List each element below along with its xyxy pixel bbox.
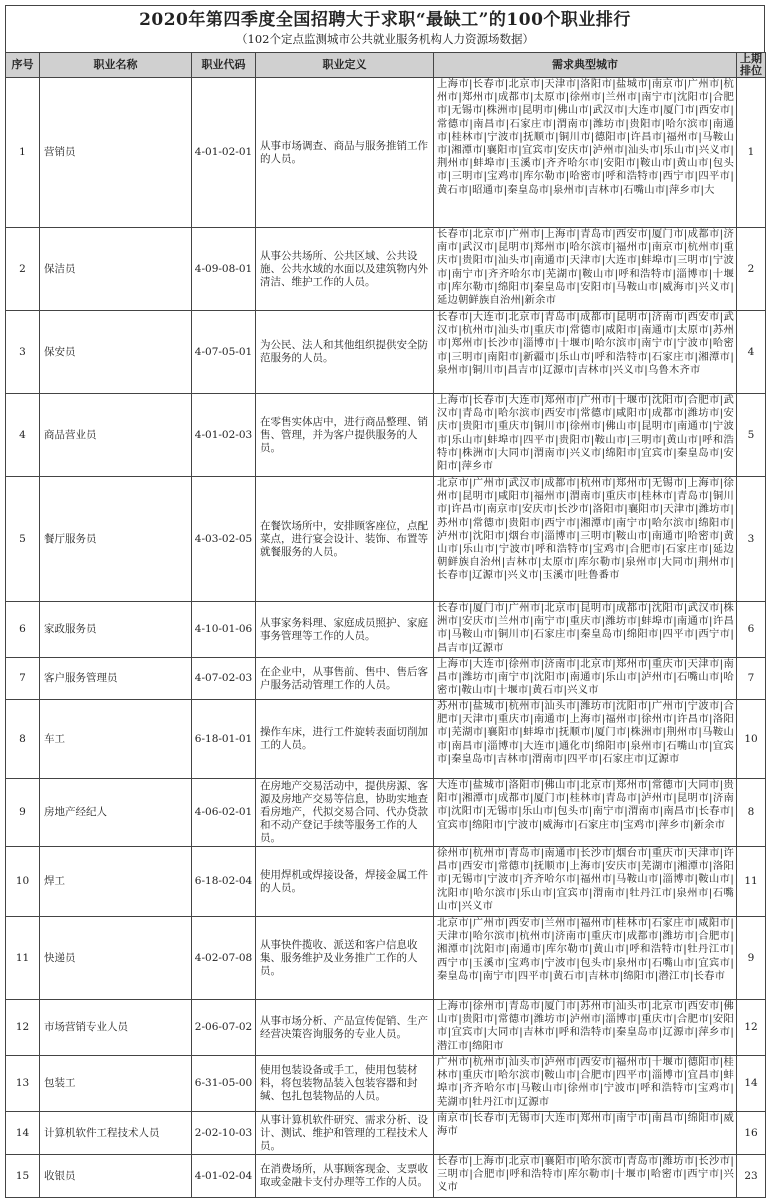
- row-index: 7: [6, 658, 40, 700]
- col-header-prev-rank: 上期排位: [737, 53, 766, 78]
- occupation-name: 计算机软件工程技术人员: [40, 1112, 192, 1155]
- row-index: 15: [6, 1155, 40, 1198]
- previous-rank: 9: [737, 917, 766, 1000]
- occupation-name: 车工: [40, 700, 192, 779]
- typical-cities: 徐州市|杭州市|青岛市|南通市|长沙市|烟台市|重庆市|天津市|许昌市|西安市|常德市|抚顺市|上海市|安庆市|芜湖市|湘潭市|洛阳市|无锡市|宁波市|齐齐哈尔市|福州市|马鞍山市|淄博市|鞍山市|沈阳市|哈尔滨市|乐山市|宜宾市|渭南市|牡丹江市|泉州市|石嘴山市|兴义市: [434, 847, 737, 917]
- occupation-code: 2-06-07-02: [192, 1000, 256, 1056]
- typical-cities: 长春市|大连市|北京市|青岛市|成都市|昆明市|济南市|西安市|武汉市|杭州市|汕头市|重庆市|常德市|咸阳市|南通市|太原市|苏州市|郑州市|长沙市|淄博市|十堰市|哈尔滨市|南宁市|宁波市|哈密市|三明市|南阳市|新疆市|乐山市|呼和浩特市|石家庄市|湘潭市|泉州市|铜川市|昌吉市|辽源市|吉林市|兴义市|乌鲁木齐市: [434, 311, 737, 394]
- typical-cities: 长春市|厦门市|广州市|北京市|昆明市|成都市|沈阳市|武汉市|株洲市|安庆市|兰州市|南宁市|重庆市|潍坊市|蚌埠市|南通市|许昌市|马鞍山市|铜川市|石家庄市|秦皇岛市|绵阳市|四平市|西宁市|昌吉市|辽源市: [434, 602, 737, 658]
- table-row: [6, 658, 766, 700]
- occupation-name: 营销员: [40, 78, 192, 228]
- occupation-definition: 从事市场分析、产品宣传促销、生产经营决策咨询服务的专业人员。: [256, 1000, 434, 1056]
- row-index: 5: [6, 477, 40, 602]
- table-row: [6, 917, 766, 1000]
- table-header-block: [5, 5, 765, 52]
- previous-rank: 8: [737, 779, 766, 847]
- previous-rank: 6: [737, 602, 766, 658]
- occupation-name: 餐厅服务员: [40, 477, 192, 602]
- previous-rank: 4: [737, 311, 766, 394]
- previous-rank: 1: [737, 78, 766, 228]
- typical-cities: 大连市|盐城市|洛阳市|佛山市|北京市|郑州市|常德市|大同市|贵阳市|湘潭市|成都市|厦门市|桂林市|青岛市|泸州市|昆明市|济南市|沈阳市|无锡市|乐山市|包头市|南宁市|渭南市|南昌市|长春市|宜宾市|绵阳市|宁波市|威海市|石家庄市|宝鸡市|萍乡市|新余市: [434, 779, 737, 847]
- occupation-definition: 在餐饮场所中，安排顾客座位，点配菜点，进行宴会设计、装饰、布置等就餐服务的人员。: [256, 477, 434, 602]
- previous-rank: 16: [737, 1112, 766, 1155]
- column-header-row: [6, 53, 766, 78]
- table-row: [6, 228, 766, 311]
- occupation-code: 4-03-02-05: [192, 477, 256, 602]
- table-row: [6, 847, 766, 917]
- occupation-code: 4-02-07-08: [192, 917, 256, 1000]
- typical-cities: 南京市|长春市|无锡市|大连市|郑州市|南宁市|南昌市|绵阳市|威海市: [434, 1112, 737, 1155]
- occupation-name: 商品营业员: [40, 394, 192, 477]
- row-index: 6: [6, 602, 40, 658]
- row-index: 13: [6, 1056, 40, 1112]
- occupation-code: 6-18-02-04: [192, 847, 256, 917]
- previous-rank: 12: [737, 1000, 766, 1056]
- occupation-definition: 从事计算机软件研究、需求分析、设计、测试、维护和管理的工程技术人员。: [256, 1112, 434, 1155]
- occupation-name: 保安员: [40, 311, 192, 394]
- row-index: 4: [6, 394, 40, 477]
- typical-cities: 北京市|广州市|西安市|兰州市|福州市|桂林市|石家庄市|咸阳市|天津市|哈尔滨市|杭州市|济南市|重庆市|成都市|潍坊市|合肥市|湘潭市|沈阳市|南通市|库尔勒市|黄山市|呼和浩特市|牡丹江市|西宁市|玉溪市|宝鸡市|宁波市|包头市|泉州市|石嘴山市|宜宾市|秦皇岛市|南宁市|四平市|黄石市|吉林市|绵阳市|潜江市|长春市: [434, 917, 737, 1000]
- table-row: [6, 78, 766, 228]
- col-header-cities: 需求典型城市: [434, 53, 737, 78]
- occupation-definition: 为公民、法人和其他组织提供安全防范服务的人员。: [256, 311, 434, 394]
- occupation-definition: 从事公共场所、公共区域、公共设施、公共水域的水面以及建筑物内外清洁、维护工作的人员。: [256, 228, 434, 311]
- occupation-definition: 从事快件揽收、派送和客户信息收集、服务维护及业务推广工作的人员。: [256, 917, 434, 1000]
- row-index: 11: [6, 917, 40, 1000]
- table-row: [6, 477, 766, 602]
- occupation-ranking-table: [5, 52, 766, 1198]
- occupation-definition: 从事家务料理、家庭成员照护、家庭事务管理等工作的人员。: [256, 602, 434, 658]
- row-index: 1: [6, 78, 40, 228]
- occupation-code: 2-02-10-03: [192, 1112, 256, 1155]
- occupation-definition: 从事市场调查、商品与服务推销工作的人员。: [256, 78, 434, 228]
- previous-rank: 23: [737, 1155, 766, 1198]
- typical-cities: 上海市|长春市|北京市|天津市|洛阳市|盐城市|南京市|广州市|杭州市|郑州市|成都市|太原市|徐州市|兰州市|南宁市|沈阳市|合肥市|无锡市|株洲市|昆明市|佛山市|武汉市|大连市|厦门市|西安市|常德市|南昌市|石家庄市|渭南市|潍坊市|贵阳市|哈尔滨市|南通市|桂林市|宁波市|抚顺市|铜川市|德阳市|许昌市|福州市|马鞍山市|湘潭市|襄阳市|宜宾市|安庆市|泸州市|汕头市|乐山市|兴义市|荆州市|蚌埠市|玉溪市|齐齐哈尔市|安阳市|鞍山市|黄山市|包头市|三明市|宝鸡市|库尔勒市|哈密市|呼和浩特市|西宁市|四平市|黄石市|昭通市|秦皇岛市|泉州市|吉林市|石嘴山市|萍乡市|大: [434, 78, 737, 228]
- occupation-code: 6-18-01-01: [192, 700, 256, 779]
- occupation-name: 房地产经纪人: [40, 779, 192, 847]
- occupation-code: 4-07-02-03: [192, 658, 256, 700]
- page-title: 2020年第四季度全国招聘大于求职“最缺工”的100个职业排行: [139, 10, 631, 30]
- occupation-code: 4-10-01-06: [192, 602, 256, 658]
- previous-rank: 5: [737, 394, 766, 477]
- table-row: [6, 1155, 766, 1198]
- previous-rank: 3: [737, 477, 766, 602]
- occupation-name: 保洁员: [40, 228, 192, 311]
- occupation-definition: 使用焊机或焊接设备，焊接金属工件的人员。: [256, 847, 434, 917]
- row-index: 14: [6, 1112, 40, 1155]
- occupation-code: 4-06-02-01: [192, 779, 256, 847]
- row-index: 2: [6, 228, 40, 311]
- table-row: [6, 394, 766, 477]
- col-header-code: 职业代码: [192, 53, 256, 78]
- table-row: [6, 700, 766, 779]
- occupation-name: 包装工: [40, 1056, 192, 1112]
- col-header-name: 职业名称: [40, 53, 192, 78]
- col-header-definition: 职业定义: [256, 53, 434, 78]
- table-row: [6, 602, 766, 658]
- row-index: 3: [6, 311, 40, 394]
- previous-rank: 14: [737, 1056, 766, 1112]
- occupation-name: 市场营销专业人员: [40, 1000, 192, 1056]
- table-row: [6, 779, 766, 847]
- typical-cities: 长春市|上海市|北京市|襄阳市|哈尔滨市|青岛市|潍坊市|长沙市|三明市|合肥市|呼和浩特市|库尔勒市|十堰市|哈密市|西宁市|兴义市: [434, 1155, 737, 1198]
- occupation-name: 快递员: [40, 917, 192, 1000]
- ranking-page: [5, 5, 765, 1198]
- occupation-definition: 在企业中，从事售前、售中、售后客户服务活动管理工作的人员。: [256, 658, 434, 700]
- occupation-code: 4-01-02-04: [192, 1155, 256, 1198]
- occupation-definition: 在消费场所，从事顾客现金、支票收取或金融卡支付办理等工作的人员。: [256, 1155, 434, 1198]
- previous-rank: 2: [737, 228, 766, 311]
- previous-rank: 7: [737, 658, 766, 700]
- table-row: [6, 1112, 766, 1155]
- row-index: 10: [6, 847, 40, 917]
- typical-cities: 上海市|徐州市|青岛市|厦门市|苏州市|汕头市|北京市|西安市|佛山市|贵阳市|常德市|潍坊市|泸州市|淄博市|重庆市|合肥市|安阳市|宜宾市|大同市|吉林市|呼和浩特市|秦皇岛市|辽源市|萍乡市|潜江市|绵阳市: [434, 1000, 737, 1056]
- occupation-definition: 操作车床，进行工件旋转表面切削加工的人员。: [256, 700, 434, 779]
- occupation-name: 家政服务员: [40, 602, 192, 658]
- typical-cities: 广州市|杭州市|汕头市|泸州市|西安市|福州市|十堰市|德阳市|桂林市|重庆市|哈尔滨市|鞍山市|合肥市|四平市|淄博市|宜昌市|蚌埠市|齐齐哈尔市|马鞍山市|徐州市|宁波市|呼和浩特市|宝鸡市|芜湖市|牡丹江市|辽源市: [434, 1056, 737, 1112]
- typical-cities: 长春市|北京市|广州市|上海市|青岛市|西安市|厦门市|成都市|济南市|武汉市|昆明市|郑州市|哈尔滨市|福州市|南京市|杭州市|重庆市|贵阳市|汕头市|南通市|天津市|大连市|蚌埠市|三明市|宁波市|南宁市|齐齐哈尔市|芜湖市|鞍山市|呼和浩特市|淄博市|十堰市|库尔勒市|绵阳市|秦皇岛市|安阳市|马鞍山市|威海市|兴义市|延边朝鲜族自治州|新余市: [434, 228, 737, 311]
- occupation-name: 客户服务管理员: [40, 658, 192, 700]
- row-index: 9: [6, 779, 40, 847]
- occupation-code: 4-09-08-01: [192, 228, 256, 311]
- table-body: [6, 78, 766, 1198]
- occupation-name: 焊工: [40, 847, 192, 917]
- occupation-definition: 在零售实体店中，进行商品整理、销售、管理，并为客户提供服务的人员。: [256, 394, 434, 477]
- occupation-definition: 使用包装设备或手工，使用包装材料，将包装物品装入包装容器和封缄、包扎包装物品的人员。: [256, 1056, 434, 1112]
- occupation-code: 4-07-05-01: [192, 311, 256, 394]
- previous-rank: 11: [737, 847, 766, 917]
- occupation-code: 6-31-05-00: [192, 1056, 256, 1112]
- row-index: 12: [6, 1000, 40, 1056]
- occupation-code: 4-01-02-01: [192, 78, 256, 228]
- typical-cities: 上海市|大连市|徐州市|济南市|北京市|郑州市|重庆市|天津市|南昌市|潍坊市|南宁市|沈阳市|南通市|乐山市|泸州市|石嘴山市|哈密市|鞍山市|十堰市|黄石市|兴义市: [434, 658, 737, 700]
- occupation-code: 4-01-02-03: [192, 394, 256, 477]
- table-row: [6, 311, 766, 394]
- col-header-index: 序号: [6, 53, 40, 78]
- occupation-definition: 在房地产交易活动中，提供房源、客源及房地产交易等信息，协助实地查看房地产，代拟交易合同、代办贷款和不动产登记手续等服务工作的人员。: [256, 779, 434, 847]
- page-subtitle: （102个定点监测城市公共就业服务机构人力资源场数据）: [236, 32, 534, 46]
- previous-rank: 10: [737, 700, 766, 779]
- typical-cities: 上海市|长春市|大连市|郑州市|广州市|十堰市|沈阳市|合肥市|武汉市|青岛市|哈尔滨市|西安市|常德市|咸阳市|成都市|潍坊市|安庆市|贵阳市|重庆市|铜川市|徐州市|佛山市|昆明市|南通市|宁波市|乐山市|蚌埠市|四平市|贵阳市|鞍山市|三明市|黄山市|呼和浩特市|株洲市|大同市|渭南市|兴义市|绵阳市|宜宾市|秦皇岛市|安阳市|萍乡市: [434, 394, 737, 477]
- typical-cities: 苏州市|盐城市|杭州市|汕头市|潍坊市|沈阳市|广州市|宁波市|合肥市|天津市|重庆市|南通市|上海市|福州市|徐州市|许昌市|洛阳市|芜湖市|襄阳市|蚌埠市|抚顺市|厦门市|株洲市|荆州市|马鞍山市|南昌市|淄博市|大连市|通化市|绵阳市|泉州市|石嘴山市|宜宾市|秦皇岛市|吉林市|渭南市|四平市|石家庄市|辽源市: [434, 700, 737, 779]
- typical-cities: 北京市|广州市|武汉市|成都市|杭州市|郑州市|无锡市|上海市|徐州市|昆明市|咸阳市|福州市|渭南市|重庆市|桂林市|青岛市|铜川市|许昌市|南京市|安庆市|长沙市|洛阳市|襄阳市|天津市|潍坊市|苏州市|常德市|贵阳市|西宁市|湘潭市|南宁市|哈尔滨市|绵阳市|泸州市|沈阳市|烟台市|淄博市|三明市|鞍山市|南通市|哈密市|黄山市|乐山市|宁波市|呼和浩特市|宝鸡市|合肥市|石家庄市|延边朝鲜族自治州|吉林市|太原市|库尔勒市|泉州市|大同市|荆州市|长春市|辽源市|兴义市|玉溪市|吐鲁番市: [434, 477, 737, 602]
- occupation-name: 收银员: [40, 1155, 192, 1198]
- table-row: [6, 1056, 766, 1112]
- table-row: [6, 1000, 766, 1056]
- row-index: 8: [6, 700, 40, 779]
